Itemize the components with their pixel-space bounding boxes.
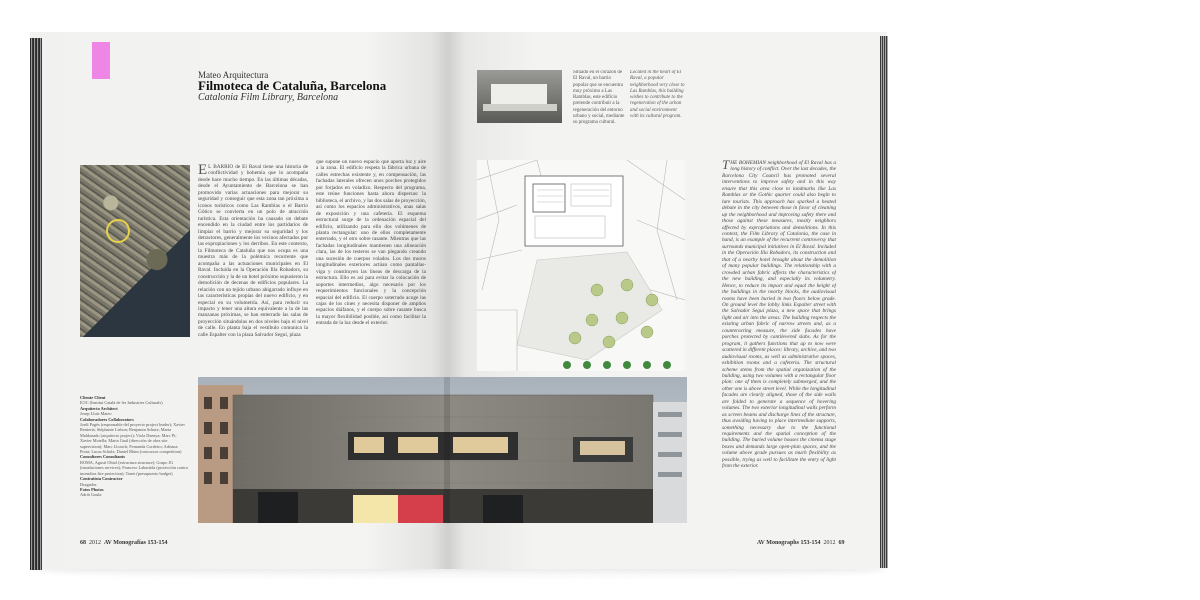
caption-en: Located in the heart of El Raval, a popular neighborhood very close to Las Ramblas, this building wishes to contribute to the regeneration of the urban and social environment with its cultural program. [630,70,685,120]
body-text-es-col1 [198,164,308,342]
project-credits [80,395,188,530]
folio-right-year: 2012 [823,540,836,546]
left-page-edges [30,38,42,570]
article-subtitle: Catalonia Film Library, Barcelona [198,92,339,103]
building-facade-photo [198,377,687,523]
folio-left-year: 2012 [89,540,101,546]
credit-architect: Arquitecto Architect Josep Lluís Mateo [80,405,118,417]
right-page-edges [880,36,888,568]
caption-es: Situado en el corazón de El Raval, un barrio popular que se encuentra muy próximo a Las Ramblas, este edificio pretende contribuir a la regeneración del entorno urbano y social, mediante su programa cultural. [573,70,625,126]
credit-collaborators: Colaboradores Collaborators Jordi Pagès (responsable del proyecto project leader); Xavier Rentería; Stéphanie Lisbon; Benjamin Schutz; Marta Maldonado (arquitecto project); Viola Dzenya; Marc Pi; Xavier Motella; Marta Gual (dirección de obra site supervision); Marc Llorach; Fernanda Cordeiro; Adriana Porta; Lucas Schulz; Daniel Blüm (concursos competition) [80,416,185,455]
model-volume [491,84,547,104]
folio-right [757,540,844,546]
body-text-en-text: HE BOHEMIAN neighborhood of El Raval has a long history of conflict. Over the last decades, the Barcelona City Council has promoted several interventions to improve safety and in this way ensure that this area close to landmarks like Las Ramblas or the Gothic quarter could also begin to lure tourists. This approach has sparked a heated debate in the city between those in favor of cleaning up the neighborhood and improving safety there and those against these measures, mostly neighbors affected by expropriations and demolitions. In this context, the Film Library of Catalonia, the case in hand, is an example of the recurrent controversy that surrounds municipal initiatives in El Raval. Included in the Operación Illa Robadors, its construction and that of a nearby hotel brought about the demolition of many popular buildings. The relationship with a crowded urban fabric affects the characteristics of the new building, and especially its volumetry. Hence, to reduce its impact and equal the height of the buildings in the nearby blocks, the audiovisual rooms have been buried in two floors below grade. On ground level the lobby links Espalter street with the Salvador Seguí plaza, a new space that brings light and air into the areas. The building respects the existing urban fabric of narrow streets and, as a counteracting measure, the side facades have porches protected by cantilevered slabs. As for the program, it gathers functions that up to now were scattered in different places: library, archive, and two audiovisual rooms, as well as administrative spaces, exhibition rooms and a cafeteria. The structural scheme stems from the spatial organization of the building, using two volumes with a rectangular floor plan: one of them is completely submerged, and the other one is above street level. While the longitudinal facades are clearly aligned, those of the side walls are folded to generate a sequence of hovering volumes. The two exterior longitudinal walls perform as screen beams and discharge lines of the structure, thus avoiding having to place intermediate supports, something necessary due to the functional requirements and the spatial conception of the building. The buried volume houses the cinema stage boxes and demands large open-plan spaces, and the volume above grade pursues as much flexibility as possible, trying as well to facilitate the entry of light from the exterior. [722,160,836,470]
body-text-es-col1-text: L BARRIO de El Raval tiene una historia de conflictividad y bohemia que lo acompaña desde hace mucho tiempo. En las últimas décadas, desde el Ayuntamiento de Barcelona se han promovido varias actuaciones para mejorar su seguridad y conseguir que esta zona tan próxima a iconos turísticos como Las Ramblas o el Barrio Gótico se convierta en un polo de atracción turística. Esta orientación ha causado un debate encendido en la ciudad entre los partidarios de limpiar el barrio y mejorar su seguridad y los detractores, generalmente los vecinos afectados por las expropiaciones y los derribos. En este contexto, la Filmoteca de Cataluña que nos ocupa es una muestra más de la polémica recurrente que acompaña a las actuaciones municipales en El Raval. Incluida en la Operación Illa Robadors, su construcción y la de un hotel próximo supusieron la demolición de decenas de edificios populares. La relación con un tejido urbano abigarrado influye en las características propias del nuevo edificio, y en especial en su volumetría. Así, para reducir su impacto y tener una altura equivalente a la de las manzanas próximas, se han enterrado las salas de proyección situándolas en dos niveles bajo el nivel de calle. En planta baja el vestíbulo comunica la calle Espalter con la plaza Salvador Seguí, plaza [198,164,308,338]
credit-consultants: Consultores Consultants BOMA, Agustí Obiol (estructura structure); Grupo JG (instalaciones services); Francesc Labastida (protección contra incendios fire protection); Tonet (presupuesto budget) [80,454,188,476]
body-text-en [722,160,836,524]
model-base [483,104,557,111]
pink-sticky-tab [92,42,110,79]
drop-cap-en: T [722,160,730,172]
article-title: Filmoteca de Cataluña, Barcelona [198,78,387,93]
folio-right-page: 69 [838,540,845,546]
body-text-es-col2: que supone un nuevo espacio que aporta luz y aire a la zona. El edificio respeta la fábrica urbana de calles estrechas existente y, en compensación, las fachadas laterales ofrecen unos porches protegidos por forjados en voladizo. Respecto del programa, este reúne funciones hasta ahora dispersas: la biblioteca, el archivo, y las dos salas de proyección, así como los espacios administrativos, unas salas de exposición y una cafetería. El esquema estructural surge de la ordenación espacial del edificio, utilizando para ello dos volúmenes de planta rectangular: uno de ellos completamente enterrado, y el otro sobre rasante. Mientras que las fachadas longitudinales mantienen una alineación clara, las de los testeros se van plegando creando una sucesión de cuerpos volados. Los dos muros longitudinales exteriores actúan como pantallas-viga y constituyen las líneas de descarga de la estructura. Ello es así para evitar la colocación de soportes intermedios, algo necesario por los requerimientos funcionales y la concepción espacial del edificio. El cuerpo soterrado acoge las cajas de los cines y necesita disponer de amplios espacios diáfanos, y el cuerpo sobre rasante busca la mayor flexibilidad posible, así como facilitar la entrada de la luz desde el exterior. [316,159,426,327]
folio-right-magazine: AV Monographs 153-154 [757,540,821,546]
drop-cap-es: E [198,164,208,178]
site-plan-drawing [477,160,685,371]
aerial-photo [80,165,190,337]
folio-left-magazine: AV Monografías 153-154 [104,540,168,546]
folio-left-page: 68 [80,540,86,546]
folio-left [80,540,167,546]
credit-contractor: Contratista Contractor Dragados [80,476,123,487]
magazine-spread [30,32,887,574]
site-location-marker [106,219,130,243]
credit-client: Cliente Client ICIC (Institut Català de les Industries Culturals) [80,395,163,406]
architect-firm: Mateo Arquitectura [198,70,269,80]
credit-photos: Fotos Photos Adrià Goula [80,486,104,498]
model-photo [477,70,562,123]
